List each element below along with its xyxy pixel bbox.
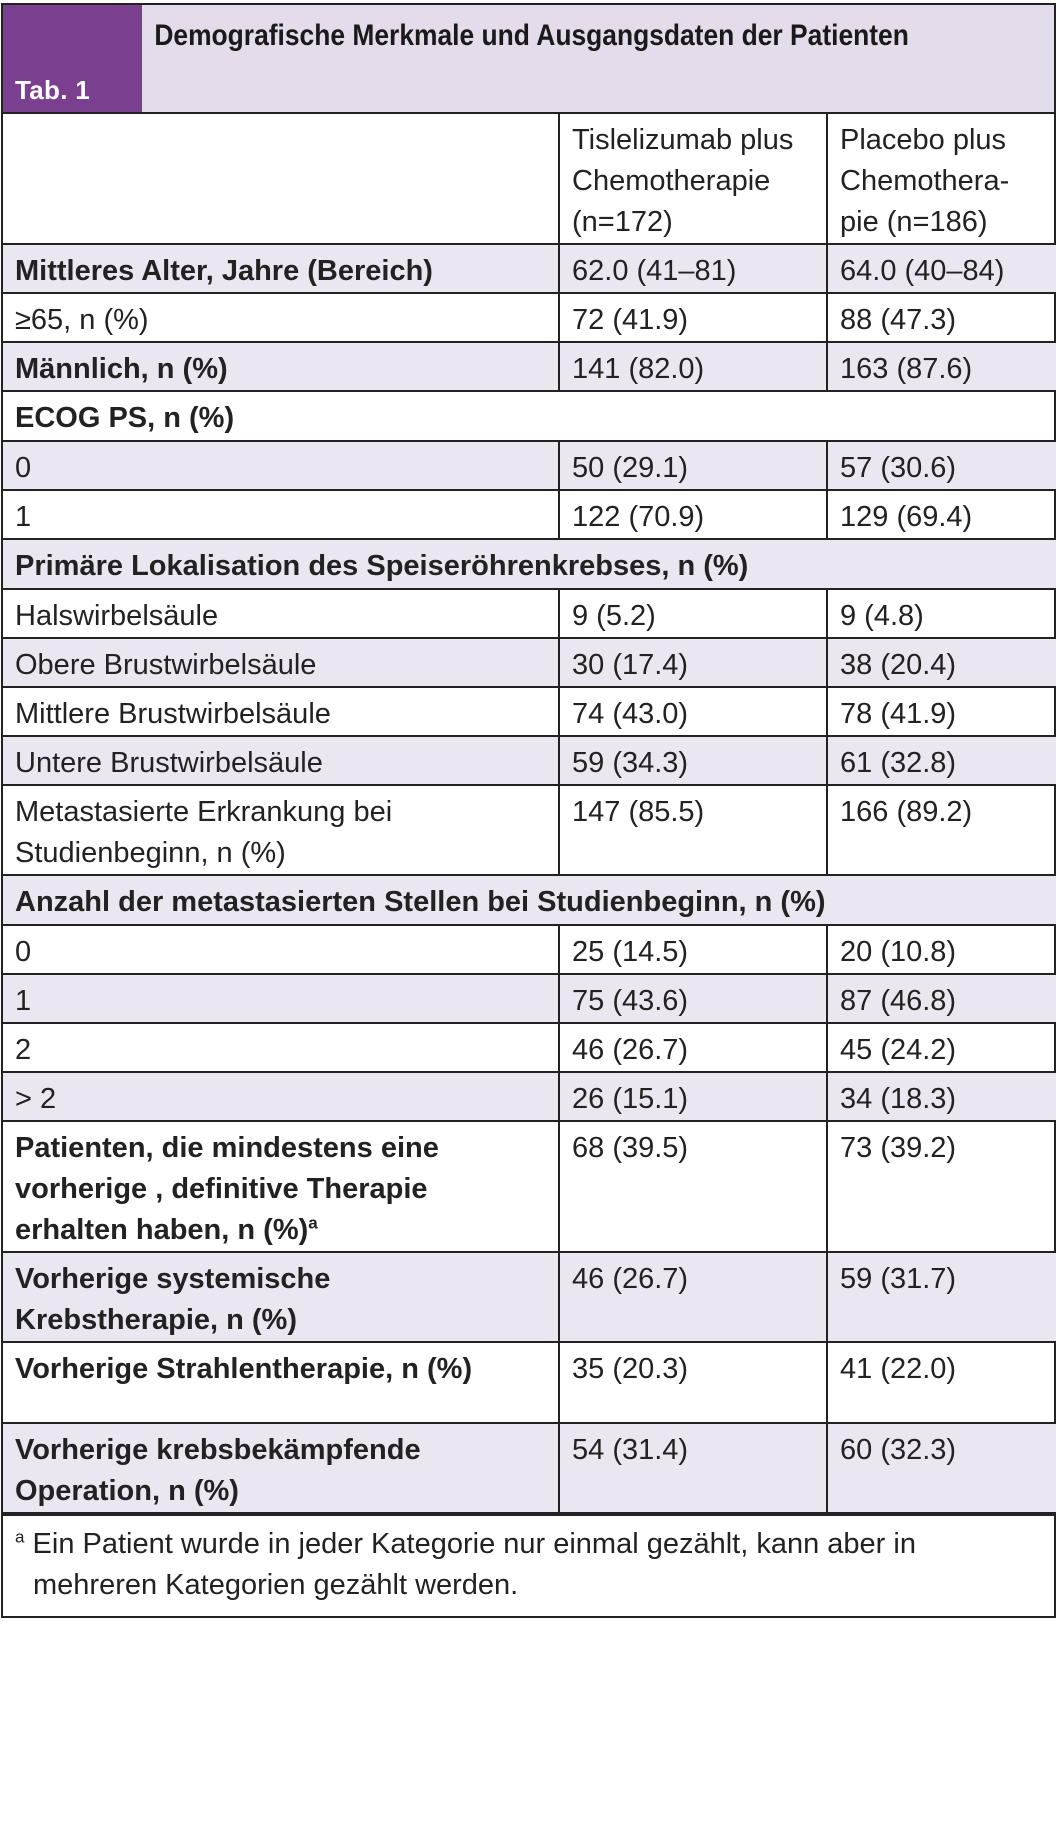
row-label-line: Vorherige krebsbekämpfende — [15, 1434, 421, 1466]
value-placebo: 88 (47.3) — [827, 293, 1056, 342]
value-tislelizumab: 50 (29.1) — [559, 441, 827, 490]
section-heading: ECOG PS, n (%) — [3, 391, 1056, 441]
row-label-line: Metastasierte Erkrankung bei — [15, 796, 393, 828]
value-placebo: 163 (87.6) — [827, 342, 1056, 391]
value-placebo: 73 (39.2) — [827, 1121, 1056, 1252]
value-placebo: 45 (24.2) — [827, 1023, 1056, 1072]
table-row — [3, 785, 1056, 875]
table-row — [3, 736, 1056, 785]
value-placebo: 38 (20.4) — [827, 638, 1056, 687]
value-placebo: 87 (46.8) — [827, 974, 1056, 1023]
footnote-reference: a — [308, 1213, 318, 1233]
value-placebo: 64.0 (40–84) — [827, 244, 1056, 293]
footnote-line-1: Ein Patient wurde in jeder Kategorie nur einmal gezählt, kann aber in — [32, 1528, 916, 1560]
value-tislelizumab: 122 (70.9) — [559, 490, 827, 539]
row-label-line: 2 — [15, 1034, 32, 1066]
value-tislelizumab: 62.0 (41–81) — [559, 244, 827, 293]
table-row — [3, 589, 1056, 638]
table-row — [3, 342, 1056, 391]
value-placebo: 59 (31.7) — [827, 1252, 1056, 1342]
table-frame — [1, 3, 1056, 1618]
column-header-tislelizumab: Tislelizumab plus Chemotherapie (n=172) — [559, 114, 827, 244]
row-label — [3, 293, 559, 342]
row-label-line: > 2 — [15, 1083, 57, 1115]
row-label-line: 1 — [15, 985, 32, 1017]
demographics-table — [3, 114, 1056, 1514]
row-label — [3, 785, 559, 875]
row-label-line: Studienbeginn, n (%) — [15, 837, 286, 869]
row-label-line: Mittlere Brustwirbelsäule — [15, 698, 331, 730]
table-row — [3, 441, 1056, 490]
row-label — [3, 974, 559, 1023]
value-tislelizumab: 68 (39.5) — [559, 1121, 827, 1252]
column-header-row — [3, 114, 1056, 244]
value-tislelizumab: 54 (31.4) — [559, 1423, 827, 1513]
section-heading: Anzahl der metastasierten Stellen bei Studienbeginn, n (%) — [3, 875, 1056, 925]
value-placebo: 34 (18.3) — [827, 1072, 1056, 1121]
row-label — [3, 687, 559, 736]
tab-label: Tab. 1 — [3, 5, 142, 112]
value-tislelizumab: 25 (14.5) — [559, 925, 827, 974]
row-label-line: 0 — [15, 452, 32, 484]
section-heading: Primäre Lokalisation des Speiseröhrenkrebses, n (%) — [3, 539, 1056, 589]
row-label-line: 0 — [15, 936, 32, 968]
value-tislelizumab: 46 (26.7) — [559, 1023, 827, 1072]
row-label — [3, 490, 559, 539]
value-tislelizumab: 30 (17.4) — [559, 638, 827, 687]
value-tislelizumab: 147 (85.5) — [559, 785, 827, 875]
value-tislelizumab: 46 (26.7) — [559, 1252, 827, 1342]
value-tislelizumab: 72 (41.9) — [559, 293, 827, 342]
value-placebo: 41 (22.0) — [827, 1342, 1056, 1423]
value-placebo: 78 (41.9) — [827, 687, 1056, 736]
table-row — [3, 1121, 1056, 1252]
table-row — [3, 638, 1056, 687]
value-tislelizumab: 75 (43.6) — [559, 974, 827, 1023]
table-row — [3, 1072, 1056, 1121]
row-label-line: Mittleres Alter, Jahre (Bereich) — [15, 255, 433, 287]
row-label-line: Untere Brustwirbelsäule — [15, 747, 323, 779]
row-label — [3, 441, 559, 490]
table-row — [3, 925, 1056, 974]
table-row — [3, 1423, 1056, 1513]
row-label-line: erhalten haben, n (%) — [15, 1214, 309, 1246]
footnote-mark: a — [15, 1527, 25, 1547]
value-placebo: 20 (10.8) — [827, 925, 1056, 974]
value-placebo: 61 (32.8) — [827, 736, 1056, 785]
value-tislelizumab: 9 (5.2) — [559, 589, 827, 638]
table-row — [3, 1342, 1056, 1423]
row-label-line: Halswirbelsäule — [15, 600, 219, 632]
row-label-line: 1 — [15, 501, 32, 533]
row-label-line: ≥65, n (%) — [15, 304, 149, 336]
row-label — [3, 925, 559, 974]
column-header-placebo: Placebo plus Chemothera- pie (n=186) — [827, 114, 1056, 244]
value-placebo: 9 (4.8) — [827, 589, 1056, 638]
row-label — [3, 1252, 559, 1342]
row-label — [3, 1023, 559, 1072]
table-row — [3, 244, 1056, 293]
row-label — [3, 589, 559, 638]
value-tislelizumab: 74 (43.0) — [559, 687, 827, 736]
row-label-line: Vorherige systemische — [15, 1263, 331, 1295]
row-label — [3, 244, 559, 293]
row-label-line: Operation, n (%) — [15, 1475, 239, 1507]
value-placebo: 129 (69.4) — [827, 490, 1056, 539]
table-row — [3, 1023, 1056, 1072]
value-tislelizumab: 141 (82.0) — [559, 342, 827, 391]
table-row — [3, 490, 1056, 539]
table-row — [3, 687, 1056, 736]
row-label-line: Obere Brustwirbelsäule — [15, 649, 317, 681]
section-row — [3, 875, 1056, 925]
footnote — [3, 1514, 1054, 1616]
row-label-line: Krebstherapie, n (%) — [15, 1304, 297, 1336]
row-label — [3, 1121, 559, 1252]
value-tislelizumab: 35 (20.3) — [559, 1342, 827, 1423]
value-placebo: 60 (32.3) — [827, 1423, 1056, 1513]
row-label-line: Männlich, n (%) — [15, 353, 228, 385]
header-blank-cell — [3, 114, 559, 244]
row-label-line: vorherige , definitive Therapie — [15, 1173, 428, 1205]
section-row — [3, 391, 1056, 441]
table-row — [3, 1252, 1056, 1342]
row-label — [3, 1342, 559, 1423]
footnote-line-2: mehreren Kategorien gezählt werden. — [33, 1569, 519, 1601]
row-label — [3, 736, 559, 785]
row-label — [3, 1072, 559, 1121]
value-placebo: 57 (30.6) — [827, 441, 1056, 490]
value-tislelizumab: 59 (34.3) — [559, 736, 827, 785]
table-header — [3, 5, 1054, 114]
row-label — [3, 1423, 559, 1513]
row-label-line: Patienten, die mindestens eine — [15, 1132, 439, 1164]
value-placebo: 166 (89.2) — [827, 785, 1056, 875]
row-label — [3, 342, 559, 391]
table-row — [3, 293, 1056, 342]
section-row — [3, 539, 1056, 589]
row-label-line: Vorherige Strahlentherapie, n (%) — [15, 1353, 473, 1385]
value-tislelizumab: 26 (15.1) — [559, 1072, 827, 1121]
table-row — [3, 974, 1056, 1023]
table-title: Demografische Merkmale und Ausgangsdaten der Patienten — [154, 19, 909, 52]
row-label — [3, 638, 559, 687]
